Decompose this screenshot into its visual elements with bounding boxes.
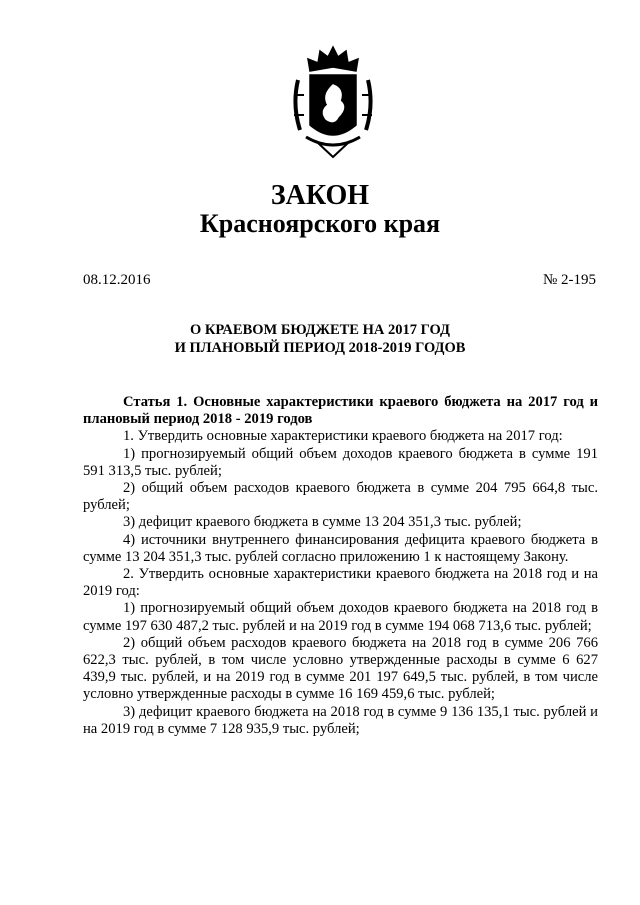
paragraph: 1. Утвердить основные характеристики краевого бюджета на 2017 год: (123, 428, 563, 445)
document-date: 08.12.2016 (83, 272, 151, 288)
document-number: № 2-195 (542, 272, 596, 288)
coat-of-arms-icon (288, 45, 378, 160)
paragraph: 2) общий объем расходов краевого бюджета в сумме 204 795 664,8 тыс. рублей; (83, 480, 598, 514)
document-subtitle: Красноярского края (199, 209, 441, 238)
document-body (83, 394, 598, 738)
paragraph: 1) прогнозируемый общий объем доходов краевого бюджета на 2018 год в сумме 197 630 487,2 тыс. рублей и на 2019 год в сумме 194 068 713,6 тыс. рублей; (83, 600, 598, 634)
paragraph: 2) общий объем расходов краевого бюджета на 2018 год в сумме 206 766 622,3 тыс. рублей, в том числе условно утвержденные расходы в сумме 6 627 439,9 тыс. рублей, и на 2019 год в сумме 201 197 649,5 тыс. рублей, в том числе условно утвержденные расходы в сумме 16 169 459,6 тыс. рублей; (83, 634, 598, 703)
article-1-title: Статья 1. Основные характеристики краевого бюджета на 2017 год и плановый период 2018 - 2019 годов (83, 394, 598, 428)
paragraph: 3) дефицит краевого бюджета в сумме 13 204 351,3 тыс. рублей; (123, 514, 522, 531)
paragraph: 4) источники внутреннего финансирования дефицита краевого бюджета в сумме 13 204 351,3 тыс. рублей согласно приложению 1 к настоящему Закону. (83, 531, 598, 565)
paragraph: 2. Утвердить основные характеристики краевого бюджета на 2018 год и на 2019 год: (83, 566, 598, 600)
paragraph: 3) дефицит краевого бюджета на 2018 год в сумме 9 136 135,1 тыс. рублей и на 2019 год в сумме 7 128 935,9 тыс. рублей; (83, 703, 598, 737)
law-heading-line-1: О КРАЕВОМ БЮДЖЕТЕ НА 2017 ГОД (190, 322, 450, 338)
paragraph: 1) прогнозируемый общий объем доходов краевого бюджета в сумме 191 591 313,5 тыс. рублей; (83, 445, 598, 479)
law-heading-line-2: И ПЛАНОВЫЙ ПЕРИОД 2018-2019 ГОДОВ (174, 340, 466, 356)
document-title: ЗАКОН (270, 180, 370, 211)
